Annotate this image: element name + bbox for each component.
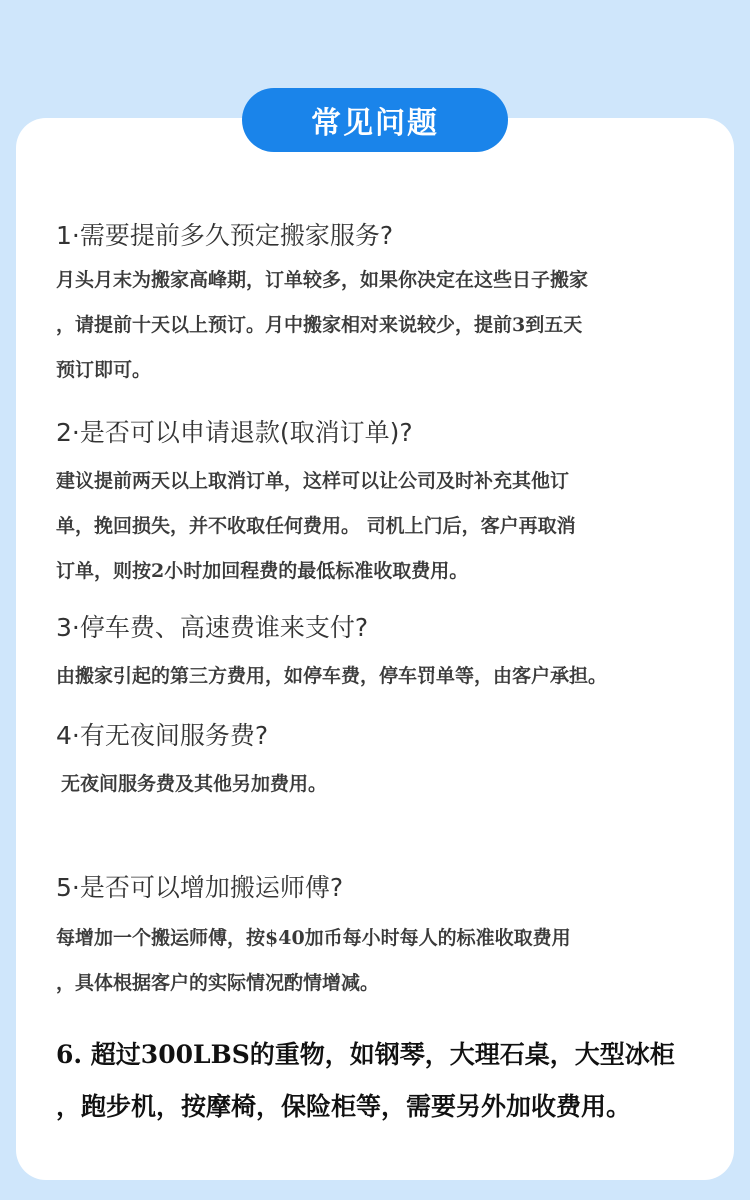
faq-answer-1-line: 月头月末为搬家高峰期，订单较多，如果你决定在这些日子搬家 [56, 269, 589, 291]
faq-question-3: 3·停车费、高速费谁来支付? [56, 613, 369, 642]
faq-question-2: 2·是否可以申请退款(取消订单)? [56, 418, 413, 447]
faq-answer-2 [56, 459, 576, 594]
faq-question-1: 1·需要提前多久预定搬家服务? [56, 221, 394, 250]
faq-answer-4-line: 无夜间服务费及其他另加费用。 [61, 773, 328, 795]
heavy-items-note-line: 6. 超过300LBS的重物，如钢琴，大理石桌，大型冰柜 [56, 1040, 675, 1069]
faq-answer-2-line: 订单，则按2小时加回程费的最低标准收取费用。 [56, 560, 469, 582]
faq-answer-2-line: 单，挽回损失，并不收取任何费用。 司机上门后，客户再取消 [56, 515, 576, 537]
faq-answer-1 [56, 258, 588, 393]
faq-question-4: 4·有无夜间服务费? [56, 721, 269, 750]
faq-answer-1-line: 预订即可。 [56, 359, 152, 381]
heavy-items-note [56, 1029, 675, 1133]
faq-answer-5 [56, 916, 571, 1006]
faq-answer-5-line: ，具体根据客户的实际情况酌情增减。 [56, 972, 380, 994]
faq-answer-2-line: 建议提前两天以上取消订单，这样可以让公司及时补充其他订 [56, 470, 570, 492]
faq-answer-4 [61, 762, 327, 807]
heavy-items-note-line: ，跑步机，按摩椅，保险柜等，需要另外加收费用。 [56, 1092, 632, 1121]
faq-question-5: 5·是否可以增加搬运师傅? [56, 873, 344, 902]
faq-answer-1-line: ，请提前十天以上预订。月中搬家相对来说较少，提前3到五天 [56, 314, 583, 336]
faq-answer-3-line: 由搬家引起的第三方费用，如停车费，停车罚单等，由客户承担。 [56, 665, 608, 687]
page-title: 常见问题 [242, 88, 508, 152]
faq-answer-3 [56, 654, 607, 699]
faq-answer-5-line: 每增加一个搬运师傅，按$40加币每小时每人的标准收取费用 [56, 927, 571, 949]
